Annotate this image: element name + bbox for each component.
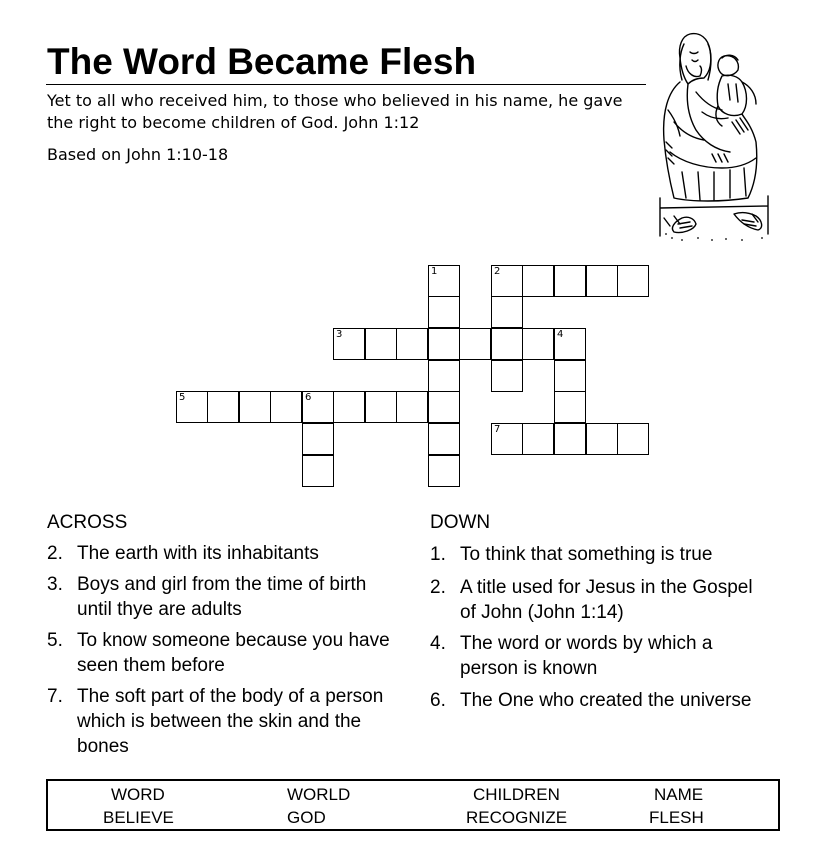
across-clue	[47, 541, 407, 566]
crossword-cell[interactable]	[207, 391, 239, 423]
crossword-cell[interactable]	[522, 423, 554, 455]
word-bank-word: RECOGNIZE	[466, 808, 568, 827]
across-clue	[47, 684, 387, 759]
word-bank-word: FLESH	[649, 808, 704, 827]
word-bank-word: GOD	[287, 808, 326, 827]
crossword-cell[interactable]	[522, 328, 554, 360]
based-on-text: Based on John 1:10-18	[47, 145, 229, 164]
across-clue	[47, 572, 387, 622]
page-title: The Word Became Flesh	[47, 41, 477, 82]
across-clue	[47, 628, 412, 678]
crossword-cell[interactable]	[270, 391, 302, 423]
crossword-cell[interactable]	[554, 328, 586, 360]
crossword-cell[interactable]	[586, 423, 618, 455]
clue-label: 2.	[430, 577, 446, 598]
clue-text: A title used for Jesus in the Gospel of John (John 1:14)	[460, 577, 753, 623]
crossword-cell[interactable]	[586, 265, 618, 297]
down-clue	[430, 631, 775, 681]
crossword-cell[interactable]	[428, 328, 460, 360]
crossword-cell[interactable]	[554, 265, 586, 297]
title-divider	[46, 84, 646, 85]
crossword-cell[interactable]	[302, 391, 334, 423]
jesus-with-child-illustration	[652, 22, 776, 244]
crossword-cell[interactable]	[396, 391, 428, 423]
clue-label: 6.	[430, 690, 446, 711]
clue-number: 4	[557, 329, 564, 340]
down-clue	[430, 688, 760, 713]
clue-number: 3	[336, 329, 343, 340]
crossword-cell[interactable]	[333, 328, 365, 360]
clue-label: 5.	[47, 630, 63, 651]
crossword-cell[interactable]	[428, 423, 460, 455]
word-bank-word: BELIEVE	[103, 808, 174, 827]
across-heading: ACROSS	[47, 512, 128, 533]
clue-number: 6	[305, 392, 312, 403]
clue-number: 7	[494, 424, 501, 435]
clue-label: 1.	[430, 544, 446, 565]
crossword-cell[interactable]	[491, 360, 523, 392]
clue-label: 7.	[47, 686, 63, 707]
down-clue	[430, 575, 760, 625]
crossword-cell[interactable]	[554, 423, 586, 455]
crossword-cell[interactable]	[428, 391, 460, 423]
crossword-cell[interactable]	[428, 360, 460, 392]
crossword-cell[interactable]	[176, 391, 208, 423]
clue-text: To think that something is true	[460, 544, 713, 565]
down-heading: DOWN	[430, 512, 491, 533]
crossword-cell[interactable]	[365, 328, 397, 360]
clue-text: The One who created the universe	[460, 690, 752, 711]
crossword-cell[interactable]	[491, 423, 523, 455]
clue-text: The word or words by which a person is known	[460, 633, 713, 679]
clue-text: Boys and girl from the time of birth until thye are adults	[77, 574, 367, 620]
crossword-cell[interactable]	[554, 360, 586, 392]
crossword-cell[interactable]	[459, 328, 491, 360]
crossword-cell[interactable]	[491, 296, 523, 328]
crossword-cell[interactable]	[428, 455, 460, 487]
crossword-cell[interactable]	[617, 423, 649, 455]
clue-number: 1	[431, 266, 438, 277]
word-bank	[46, 779, 780, 831]
clue-text: To know someone because you have seen them before	[77, 630, 390, 676]
crossword-cell[interactable]	[428, 265, 460, 297]
word-bank-word: CHILDREN	[473, 785, 560, 804]
clue-text: The soft part of the body of a person which is between the skin and the bones	[77, 686, 384, 757]
crossword-cell[interactable]	[617, 265, 649, 297]
verse-text: Yet to all who received him, to those who believed in his name, he gave the right to become children of God. John 1:12	[47, 91, 623, 132]
crossword-cell[interactable]	[396, 328, 428, 360]
clue-text: The earth with its inhabitants	[77, 543, 319, 564]
clue-label: 2.	[47, 543, 63, 564]
clue-number: 5	[179, 392, 186, 403]
crossword-cell[interactable]	[522, 265, 554, 297]
crossword-cell[interactable]	[554, 391, 586, 423]
crossword-cell[interactable]	[491, 265, 523, 297]
crossword-cell[interactable]	[302, 423, 334, 455]
word-bank-word: NAME	[654, 785, 704, 804]
crossword-cell[interactable]	[491, 328, 523, 360]
word-bank-word: WORD	[111, 785, 165, 804]
crossword-cell[interactable]	[302, 455, 334, 487]
crossword-cell[interactable]	[428, 296, 460, 328]
crossword-cell[interactable]	[333, 391, 365, 423]
crossword-cell[interactable]	[239, 391, 271, 423]
crossword-cell[interactable]	[365, 391, 397, 423]
clue-label: 4.	[430, 633, 446, 654]
down-clue	[430, 542, 780, 567]
clue-number: 2	[494, 266, 501, 277]
clue-label: 3.	[47, 574, 63, 595]
word-bank-word: WORLD	[287, 785, 351, 804]
